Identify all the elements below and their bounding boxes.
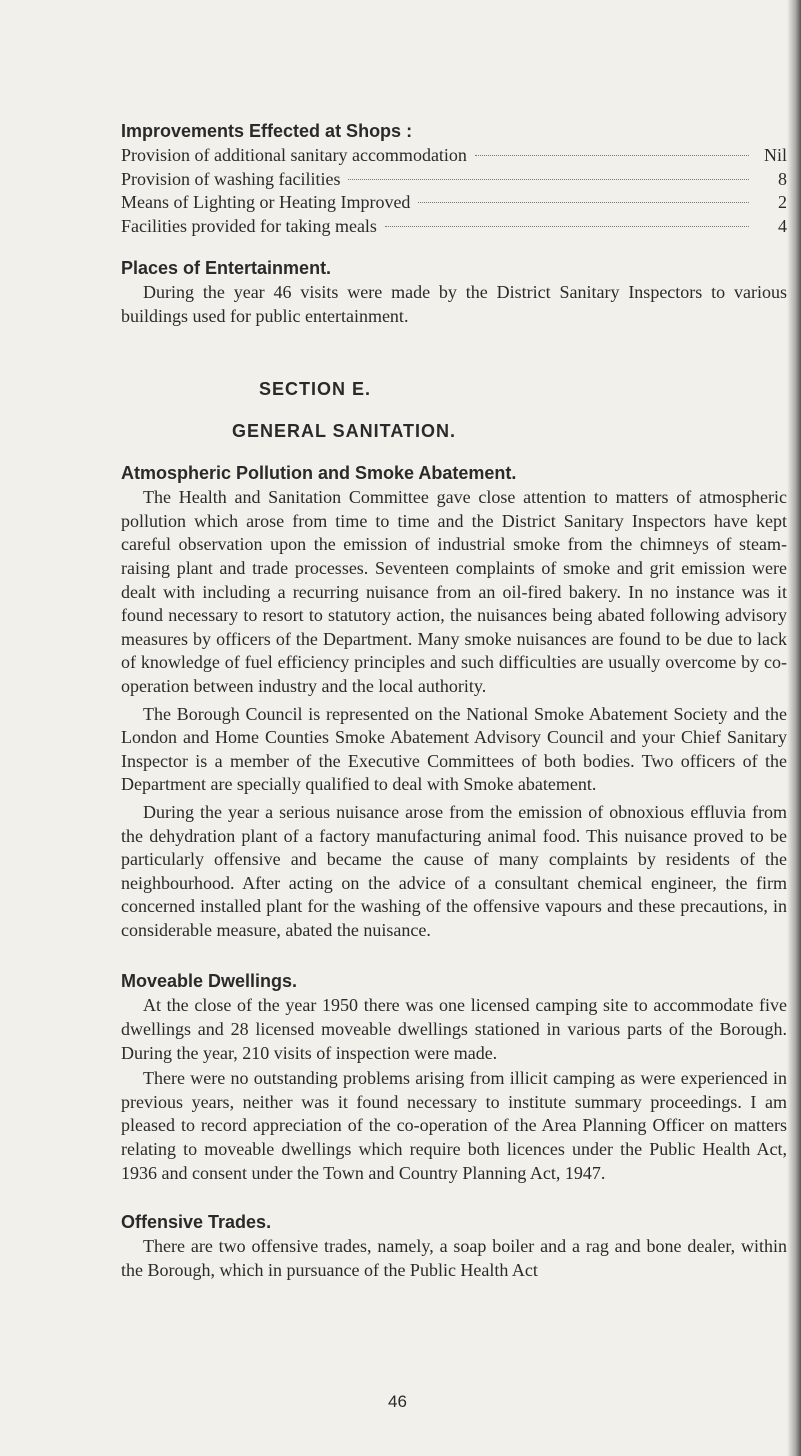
- entertainment-heading: Places of Entertainment.: [121, 258, 332, 278]
- entertainment-paragraph: During the year 46 visits were made by the District Sanitary Inspectors to various buildings used for public entertainment.: [121, 282, 787, 326]
- section-label: SECTION E.: [259, 379, 372, 400]
- page-edge-shadow: [787, 0, 801, 1456]
- shops-item-value: 2: [778, 192, 787, 212]
- section-title: GENERAL SANITATION.: [232, 421, 457, 442]
- page-number: 46: [388, 1392, 407, 1411]
- leader-dots: [475, 155, 749, 156]
- moveable-heading: Moveable Dwellings.: [121, 971, 298, 992]
- shops-item: [121, 215, 787, 239]
- shops-item: [121, 144, 787, 168]
- offensive-heading: Offensive Trades.: [121, 1212, 272, 1233]
- shops-item-value: 4: [778, 215, 787, 236]
- page-content: [121, 118, 787, 1282]
- moveable-paragraph-2: There were no outstanding problems arising from illicit camping as were experienced in previous years, neither was it found necessary to institute summary proceedings. I am pleased to record appreciation of the co-operation of the Area Planning Officer on matters relating to moveable dwellings which require both licences under the Public Health Act, 1936 and consent under the Town and Country Planning Act, 1947.: [121, 1068, 787, 1183]
- atmospheric-heading: Atmospheric Pollution and Smoke Abatement.: [121, 463, 517, 484]
- shops-item-value: Nil: [763, 145, 787, 165]
- shops-item-label: Facilities provided for taking meals: [121, 215, 377, 236]
- atmospheric-paragraph-1: The Health and Sanitation Committee gave close attention to matters of atmospheric pollution which arose from time to time and the District Sanitary Inspectors have kept careful observation upon the emission of industrial smoke from the chimneys of steam-raising plant and trade processes. Seventeen complaints of smoke and grit emission were dealt with including a recurring nuisance from an oil-fired bakery. In no instance was it found necessary to resort to statutory action, the nuisances being abated following advisory measures by officers of the Department. Many smoke nuisances are found to be due to lack of knowledge of fuel efficiency principles and such difficulties are usually overcome by co-operation between industry and the local authority.: [121, 487, 787, 696]
- leader-dots: [348, 179, 749, 180]
- moveable-paragraph-1: At the close of the year 1950 there was one licensed camping site to accommodate five dwellings and 28 licensed moveable dwellings stationed in various parts of the Borough. During the year, 210 visits of inspection were made.: [121, 995, 787, 1063]
- shops-list: [121, 144, 787, 238]
- shops-item-label: Provision of washing facilities: [121, 168, 341, 189]
- shops-item-label: Provision of additional sanitary accommodation: [121, 145, 467, 165]
- shops-heading: Improvements Effected at Shops :: [121, 121, 413, 141]
- atmospheric-paragraph-3: During the year a serious nuisance arose from the emission of obnoxious effluvia from the dehydration plant of a factory manufacturing animal food. This nuisance proved to be particularly offensive and became the cause of many complaints by residents of the neighbourhood. After acting on the advice of a consultant chemical engineer, the firm concerned installed plant for the washing of the offensive vapours and these precautions, in considerable measure, abated the nuisance.: [121, 801, 787, 940]
- shops-item: [121, 191, 787, 215]
- leader-dots: [385, 226, 749, 227]
- shops-item-value: 8: [778, 168, 787, 189]
- leader-dots: [418, 202, 749, 203]
- offensive-paragraph: There are two offensive trades, namely, a soap boiler and a rag and bone dealer, within the Borough, which in pursuance of the Public Health Act: [121, 1236, 787, 1280]
- shops-item: [121, 168, 787, 192]
- shops-item-label: Means of Lighting or Heating Improved: [121, 192, 411, 212]
- atmospheric-paragraph-2: The Borough Council is represented on the National Smoke Abatement Society and the London and Home Counties Smoke Abatement Advisory Council and your Chief Sanitary Inspector is a member of the Executive Committees of both bodies. Two officers of the Department are specially qualified to deal with Smoke abatement.: [121, 703, 787, 795]
